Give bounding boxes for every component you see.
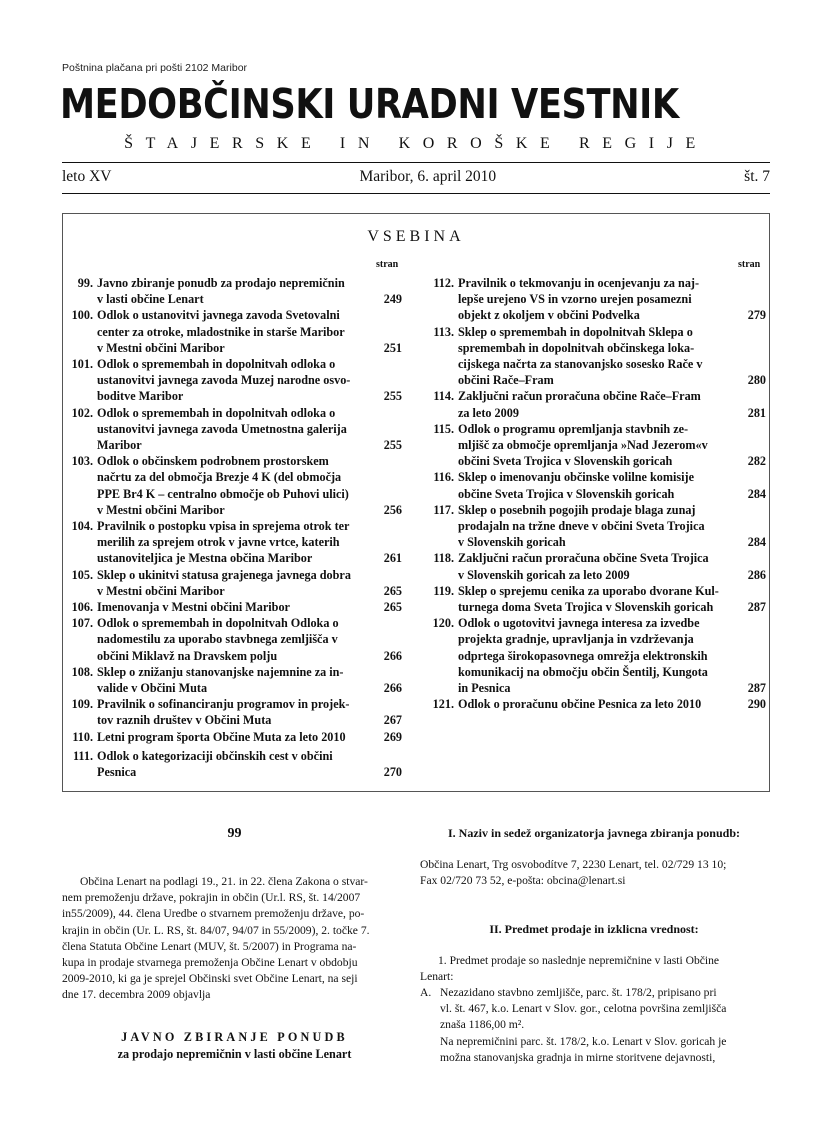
contents-entry-title xyxy=(97,567,369,599)
contents-entry-page: 255 xyxy=(383,389,402,404)
contents-entry-page: 256 xyxy=(383,502,402,517)
contents-entry-line: Odlok o občinskem podrobnem prostorskem xyxy=(97,454,329,469)
contents-entry-title xyxy=(97,599,369,615)
contents-entry-line: Zaključni račun proračuna občine Sveta Trojica xyxy=(458,551,709,566)
contents-entry-title xyxy=(97,696,369,728)
contents-entry-number: 101. xyxy=(71,357,93,371)
contents-entry-line: Sklep o imenovanju občinske volilne komisije xyxy=(458,470,694,485)
contents-entry xyxy=(62,599,402,615)
text-line: krajin in občin (Ur. L. RS, št. 84/07, 94/07 in 55/2009), 2. točke 7. xyxy=(62,923,370,937)
contents-entry xyxy=(418,421,766,470)
contents-entry-line: Odlok o ustanovitvi javnega zavoda Svetovalni xyxy=(97,308,340,323)
contents-entry-number: 104. xyxy=(71,519,93,533)
contents-entry-line: nadomestilu za uporabo stavbnega zemljišča v xyxy=(97,632,338,647)
contents-entry-title xyxy=(458,388,733,420)
contents-entry xyxy=(62,453,402,518)
contents-entry-line: Zaključni račun proračuna občine Rače–Fram xyxy=(458,389,701,404)
contents-entry xyxy=(418,696,766,712)
contents-entry-page: 249 xyxy=(383,292,402,307)
contents-entry-title xyxy=(97,453,369,518)
contents-entry-number: 105. xyxy=(71,567,93,582)
contents-entry-line: občine Sveta Trojica v Slovenskih goricah xyxy=(458,486,675,501)
contents-entry-line: Odlok o spremembah in dopolnitvah Odloka o xyxy=(97,616,339,631)
contents-entry-line: v Slovenskih goricah za leto 2009 xyxy=(458,567,630,582)
contents-entry xyxy=(62,729,402,745)
contents-entry-title xyxy=(97,307,369,356)
article-title: JAVNO ZBIRANJE PONUDB xyxy=(121,1030,348,1044)
contents-entry-line: Odlok o kategorizaciji občinskih cest v občini xyxy=(97,748,333,763)
text-line: Na nepremičnini parc. št. 178/2, k.o. Lenart v Slov. goricah je xyxy=(440,1035,727,1048)
page-column-label-right: stran xyxy=(738,259,761,270)
text-line: možna stanovanjska gradnja in mirne storitvene dejavnosti, xyxy=(440,1051,716,1065)
contents-entry xyxy=(62,405,402,454)
contents-entry-page: 290 xyxy=(747,697,766,712)
contents-entry-title xyxy=(458,696,733,712)
contents-entry-page: 287 xyxy=(747,680,766,695)
article-subtitle: za prodajo nepremičnin v lasti občine Lenart xyxy=(117,1047,352,1061)
contents-entry-page: 261 xyxy=(383,551,402,566)
text-line: Občina Lenart na podlagi 19., 21. in 22. člena Zakona o stvar- xyxy=(80,875,368,888)
contents-entry-line: tov raznih društev v Občini Muta xyxy=(97,713,272,728)
header-rule-top xyxy=(62,162,770,163)
contents-entry-number: 113. xyxy=(433,324,454,339)
text-line: 2009-2010, ki ga je sprejel Občinski svet Občine Lenart, na seji xyxy=(62,972,358,986)
contents-entry-line: Sklep o spremembah in dopolnitvah Sklepa o xyxy=(458,324,693,339)
text-line: Lenart: xyxy=(420,970,454,984)
contents-entry-line: cijskega načrta za stanovanjsko sosesko Rače v xyxy=(458,357,703,371)
contents-entry-title xyxy=(458,324,733,389)
contents-entry-line: Letni program športa Občine Muta za leto 2010 xyxy=(97,729,346,744)
contents-heading: VSEBINA xyxy=(367,228,465,245)
item-a-more xyxy=(440,1034,768,1066)
contents-entry-page: 267 xyxy=(383,713,402,728)
article-intro xyxy=(62,874,407,1004)
contents-entry-title xyxy=(458,550,733,582)
contents-entry-line: Imenovanja v Mestni občini Maribor xyxy=(97,600,290,614)
contents-entry-title xyxy=(97,356,369,405)
contents-entry-title xyxy=(458,469,733,501)
page-column-label-left: stran xyxy=(376,259,399,270)
contents-entry-title xyxy=(458,502,733,551)
section2-heading: II. Predmet prodaje in izklicna vrednost: xyxy=(489,922,699,936)
section1-body xyxy=(420,857,768,889)
contents-entry-title xyxy=(97,664,369,696)
contents-entry-line: projekta gradnje, upravljanja in vzdrževanja xyxy=(458,632,694,647)
masthead-subtitle: ŠTAJERSKE IN KOROŠKE REGIJE xyxy=(124,135,708,152)
contents-entry-line: odprtega širokopasovnega omrežja elektronskih xyxy=(458,648,708,663)
contents-entry-number: 103. xyxy=(71,454,93,469)
contents-entry xyxy=(62,275,402,307)
text-line: znaša 1186,00 m². xyxy=(440,1018,525,1032)
contents-entry-line: v Slovenskih goricah xyxy=(458,535,566,550)
contents-entry-line: Odlok o programu opremljanja stavbnih ze- xyxy=(458,421,689,436)
contents-entry-line: boditve Maribor xyxy=(97,389,184,404)
contents-entry-number: 114. xyxy=(433,389,454,404)
contents-entry-page: 269 xyxy=(383,729,402,744)
contents-entry-title xyxy=(458,583,733,615)
contents-entry xyxy=(62,615,402,664)
contents-entry-title xyxy=(97,729,369,745)
issue-place-date: Maribor, 6. april 2010 xyxy=(359,168,497,185)
contents-entry-line: komunikacij na območju občin Šentilj, Kungota xyxy=(458,664,708,679)
contents-entry xyxy=(418,469,766,501)
contents-entry-line: Javno zbiranje ponudb za prodajo nepremičnin xyxy=(97,276,345,290)
contents-entry-line: Pravilnik o tekmovanju in ocenjevanju za naj- xyxy=(458,276,700,290)
contents-entry xyxy=(62,748,402,780)
contents-entry-number: 102. xyxy=(71,405,93,420)
contents-entry-number: 109. xyxy=(71,697,93,712)
contents-entry-number: 100. xyxy=(71,308,93,323)
contents-entry-title xyxy=(97,518,369,567)
contents-entry-line: za leto 2009 xyxy=(458,405,519,420)
text-line: 1. Predmet prodaje so naslednje nepremičnine v lasti Občine xyxy=(438,954,720,967)
article-number: 99 xyxy=(227,826,242,841)
contents-entry-line: Odlok o spremembah in dopolnitvah odloka o xyxy=(97,405,336,420)
contents-entry-title xyxy=(97,748,369,780)
contents-entry-line: in Pesnica xyxy=(458,681,511,695)
contents-entry-number: 120. xyxy=(432,616,454,631)
contents-entry-line: Odlok o spremembah in dopolnitvah odloka o xyxy=(97,357,336,371)
contents-entry xyxy=(62,307,402,356)
contents-entry-line: Sklep o sprejemu cenika za uporabo dvorane Kul- xyxy=(458,583,719,598)
header-rule-bottom xyxy=(62,193,770,194)
contents-entry-line: ustanovitvi javnega zavoda Muzej narodne osvo- xyxy=(97,373,351,388)
contents-entry xyxy=(62,356,402,405)
contents-entry-line: občini Miklavž na Dravskem polju xyxy=(97,648,278,663)
contents-entry-page: 251 xyxy=(383,340,402,355)
contents-entry-page: 281 xyxy=(747,405,766,420)
contents-entry-page: 279 xyxy=(747,308,766,323)
contents-entry-title xyxy=(458,275,733,324)
text-line: Fax 02/720 73 52, e-pošta: obcina@lenart.si xyxy=(420,874,626,888)
contents-entry-page: 284 xyxy=(747,486,766,501)
contents-entry-line: ustanovitvi javnega zavoda Umetnostna galerija xyxy=(97,421,347,436)
contents-entry-title xyxy=(458,421,733,470)
contents-entry-line: občini Rače–Fram xyxy=(458,373,554,388)
contents-entry xyxy=(418,388,766,420)
contents-entry-page: 287 xyxy=(747,599,766,614)
contents-entry-number: 99. xyxy=(77,276,93,290)
contents-entry xyxy=(418,324,766,389)
contents-entry-page: 286 xyxy=(747,567,766,582)
contents-entry-line: v Mestni občini Maribor xyxy=(97,502,225,517)
contents-entry-line: Sklep o ukinitvi statusa grajenega javnega dobra xyxy=(97,567,351,582)
contents-entry-number: 121. xyxy=(432,697,454,712)
contents-entry-line: v Mestni občini Maribor xyxy=(97,583,225,598)
section2-paragraph xyxy=(420,953,768,985)
contents-entry-number: 112. xyxy=(433,276,454,290)
issue-number: št. 7 xyxy=(744,168,770,185)
postage-note: Poštnina plačana pri pošti 2102 Maribor xyxy=(62,62,248,74)
contents-entry-number: 108. xyxy=(71,664,93,679)
masthead-title: MEDOBČINSKI URADNI VESTNIK xyxy=(60,80,679,128)
contents-entry xyxy=(62,696,402,728)
contents-entry-line: Sklep o znižanju stanovanjske najemnine za in- xyxy=(97,664,344,679)
contents-entry-number: 110. xyxy=(72,729,93,744)
contents-entry xyxy=(418,583,766,615)
contents-entry-line: Pravilnik o postopku vpisa in sprejema otrok ter xyxy=(97,519,350,533)
contents-entry-line: PPE Br4 K – centralno območje ob Puhovi ulici) xyxy=(97,486,349,501)
issue-year: leto XV xyxy=(62,168,112,185)
item-a-label: A. xyxy=(420,986,432,999)
contents-entry-title xyxy=(97,275,369,307)
contents-entry-line: Sklep o posebnih pogojih prodaje blaga zunaj xyxy=(458,502,696,517)
contents-entry-number: 115. xyxy=(433,421,454,436)
contents-entry-page: 265 xyxy=(383,583,402,598)
contents-entry-line: Odlok o ugotovitvi javnega interesa za izvedbe xyxy=(458,616,700,631)
text-line: kupa in prodaje stvarnega premoženja Občine Lenart v obdobju xyxy=(62,956,358,970)
text-line: Občina Lenart, Trg osvobodítve 7, 2230 Lenart, tel. 02/729 13 10; xyxy=(420,858,727,871)
contents-entry-page: 270 xyxy=(383,764,402,779)
contents-entry-page: 266 xyxy=(383,680,402,695)
contents-entry-line: Pesnica xyxy=(97,765,137,779)
contents-entry xyxy=(62,567,402,599)
text-line: vl. št. 467, k.o. Lenart v Slov. gor., celotna površina zemljišča xyxy=(440,1002,727,1016)
contents-entry-line: občini Sveta Trojica v Slovenskih goricah xyxy=(458,454,673,469)
text-line: nem premoženju države, pokrajin in občin (Ur.l. RS, št. 14/2007 xyxy=(62,891,361,905)
contents-entry xyxy=(62,664,402,696)
contents-entry-line: v lasti občine Lenart xyxy=(97,292,204,307)
contents-entry-line: ustanoviteljica je Mestna občina Maribor xyxy=(97,551,313,566)
text-line: in55/2009), 44. člena Uredbe o stvarnem premoženju države, po- xyxy=(62,907,365,921)
contents-entry-line: načrtu za del območja Brezje 4 K (del območja xyxy=(97,470,342,485)
contents-entry-line: v Mestni občini Maribor xyxy=(97,340,225,355)
contents-entry-page: 280 xyxy=(747,373,766,388)
section1-heading: I. Naziv in sedež organizatorja javnega zbiranja ponudb: xyxy=(448,826,740,840)
contents-entry-line: turnega doma Sveta Trojica v Slovenskih goricah xyxy=(458,600,714,614)
contents-entry-page: 282 xyxy=(747,454,766,469)
contents-entry-line: merilih za sprejem otrok v javne vrtce, katerih xyxy=(97,535,340,550)
contents-entry-title xyxy=(458,615,733,696)
contents-entry-title xyxy=(97,405,369,454)
contents-entry-line: spremembah in dopolnitvah občinskega loka- xyxy=(458,340,695,355)
contents-entry-number: 111. xyxy=(73,748,93,763)
issue-line xyxy=(62,166,770,188)
contents-entry-line: lepše urejeno VS in vzorno urejen posamezni xyxy=(458,292,692,307)
contents-entry xyxy=(418,550,766,582)
contents-entry-line: Maribor xyxy=(97,438,142,452)
item-a-text xyxy=(440,985,768,1034)
contents-entry xyxy=(62,518,402,567)
contents-entry-number: 116. xyxy=(433,470,454,485)
contents-entry-page: 255 xyxy=(383,437,402,452)
contents-entry-line: valide v Občini Muta xyxy=(97,681,208,695)
text-line: člena Statuta Občine Lenart (MUV, št. 5/2007) in Programa na- xyxy=(62,939,357,953)
text-line: Nezazidano stavbno zemljišče, parc. št. 178/2, pripisano pri xyxy=(440,986,717,999)
contents-entry-number: 106. xyxy=(71,600,93,614)
contents-entry-page: 266 xyxy=(383,648,402,663)
contents-entry-number: 117. xyxy=(433,502,454,517)
contents-entry-line: mljišč za območje opremljanja »Nad Jezerom«v xyxy=(458,438,708,452)
contents-entry-page: 284 xyxy=(747,535,766,550)
contents-entry-title xyxy=(97,615,369,664)
text-line: dne 17. decembra 2009 objavlja xyxy=(62,988,211,1002)
contents-entry-line: Pravilnik o sofinanciranju programov in projek- xyxy=(97,697,350,712)
contents-entry xyxy=(418,615,766,696)
contents-entry-line: objekt z okoljem v občini Podvelka xyxy=(458,308,640,323)
contents-entry-line: Odlok o proračunu občine Pesnica za leto 2010 xyxy=(458,697,702,712)
contents-entry-line: prodajaln na tržne dneve v občini Sveta Trojica xyxy=(458,519,705,533)
contents-entry xyxy=(418,502,766,551)
contents-entry-number: 119. xyxy=(433,583,454,598)
contents-entry-number: 107. xyxy=(71,616,93,631)
contents-entry-page: 265 xyxy=(383,600,402,614)
contents-entry-line: center za otroke, mladostnike in starše Maribor xyxy=(97,324,345,339)
contents-entry xyxy=(418,275,766,324)
contents-entry-number: 118. xyxy=(433,551,454,566)
